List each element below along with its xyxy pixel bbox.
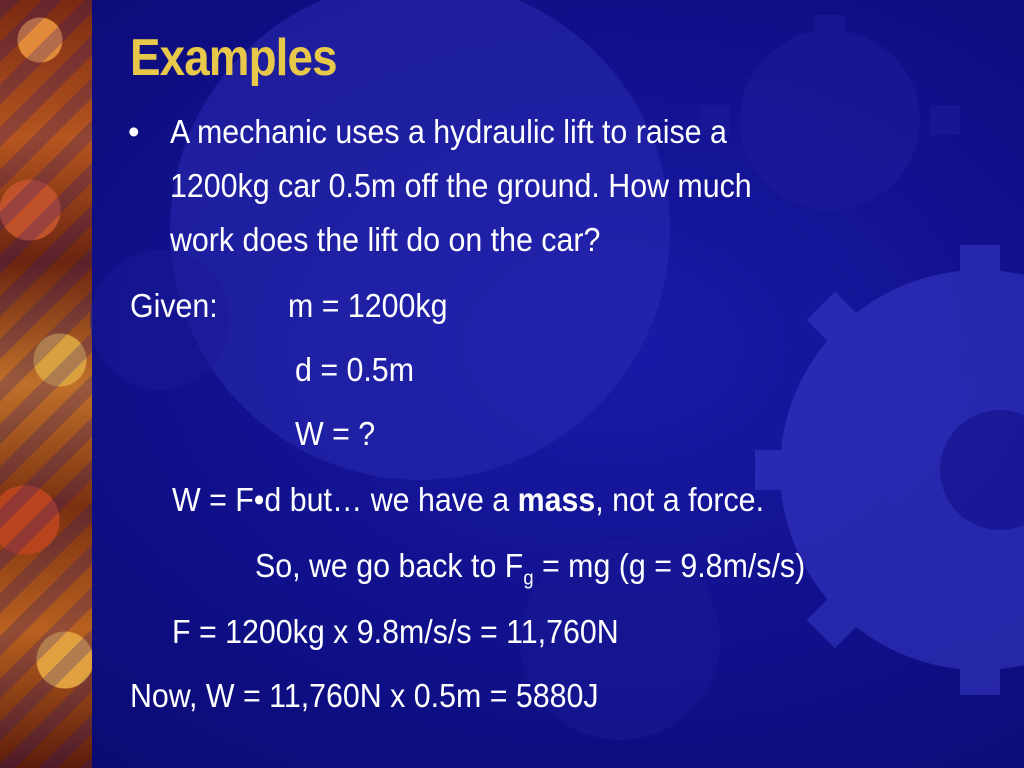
- work-formula-text: W = F•d but… we have a: [172, 481, 518, 518]
- gravity-line: [255, 546, 805, 599]
- bullet-marker: •: [128, 113, 140, 150]
- gravity-subscript: g: [523, 567, 534, 590]
- given-label: Given:: [130, 287, 218, 324]
- work-calculation: Now, W = 11,760N x 0.5m = 5880J: [130, 677, 599, 714]
- work-formula-tail: , not a force.: [595, 481, 765, 518]
- mass-emphasis: mass: [517, 481, 596, 518]
- problem-line-2: 1200kg car 0.5m off the ground. How much: [170, 167, 752, 204]
- problem-line-3: work does the lift do on the car?: [170, 221, 601, 258]
- force-calculation: F = 1200kg x 9.8m/s/s = 11,760N: [172, 613, 619, 650]
- slide-title: Examples: [130, 29, 337, 87]
- work-formula-line: [172, 480, 764, 520]
- given-mass: m = 1200kg: [288, 287, 448, 324]
- gravity-text: So, we go back to F: [255, 547, 524, 584]
- given-work: W = ?: [295, 415, 376, 452]
- gravity-tail: = mg (g = 9.8m/s/s): [533, 547, 806, 584]
- given-distance: d = 0.5m: [295, 351, 414, 388]
- problem-line-1: A mechanic uses a hydraulic lift to raise a: [170, 113, 727, 150]
